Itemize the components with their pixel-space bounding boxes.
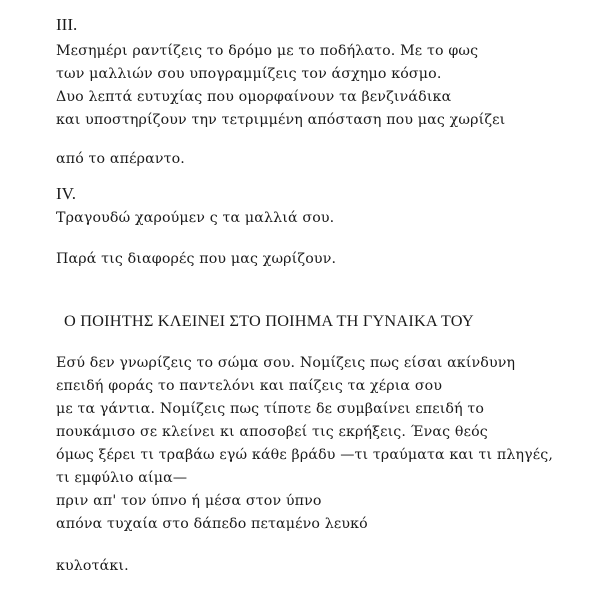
poem-line: κυλοτάκι. — [56, 558, 129, 574]
poem-line: των μαλλιών σου υπογραμμίζεις τον άσχημο κόσμο. — [56, 66, 442, 82]
poem-line: πριν απ' τον ύπνο ή μέσα στον ύπνο — [56, 493, 322, 509]
poem-line: απόνα τυχαία στο δάπεδο πεταμένο λευκό — [56, 516, 368, 532]
poem-line: επειδή φοράς το παντελόνι και παίζεις τα χέρια σου — [56, 378, 443, 394]
poem-line: από το απέραντο. — [56, 151, 185, 167]
poem-line: και υποστηρίζουν την τετριμμένη απόσταση που μας χωρίζει — [56, 112, 506, 128]
poem-line: Εσύ δεν γνωρίζεις το σώμα σου. Νομίζεις πως είσαι ακίνδυνη — [56, 355, 516, 371]
poem-title: Ο ΠΟΙΗΤΗΣ ΚΛΕΙΝΕΙ ΣΤΟ ΠΟΙΗΜΑ ΤΗ ΓΥΝΑΙΚΑ ΤΟΥ — [64, 311, 474, 330]
poem-line: με τα γάντια. Νομίζεις πως τίποτε δε συμβαίνει επειδή το — [56, 401, 485, 417]
poem-line: Δυο λεπτά ευτυχίας που ομορφαίνουν τα βενζινάδικα — [56, 89, 452, 105]
poem-line: όμως ξέρει τι τραβάω εγώ κάθε βράδυ —τι τραύματα και τι πληγές, — [56, 447, 554, 463]
poem-line: Τραγουδώ χαρούμεν ς τα μαλλιά σου. — [56, 210, 335, 226]
poem-line: Παρά τις διαφορές που μας χωρίζουν. — [56, 251, 337, 267]
section-number-iv: IV. — [56, 184, 76, 203]
poem-line: πουκάμισο σε κλείνει κι αποσοβεί τις εκρήξεις. Ένας θεός — [56, 424, 488, 440]
poem-line: τι εμφύλιο αίμα— — [56, 470, 188, 486]
section-number-iii: III. — [56, 15, 78, 34]
poem-line: Μεσημέρι ραντίζεις το δρόμο με το ποδήλατο. Με το φως — [56, 43, 479, 59]
